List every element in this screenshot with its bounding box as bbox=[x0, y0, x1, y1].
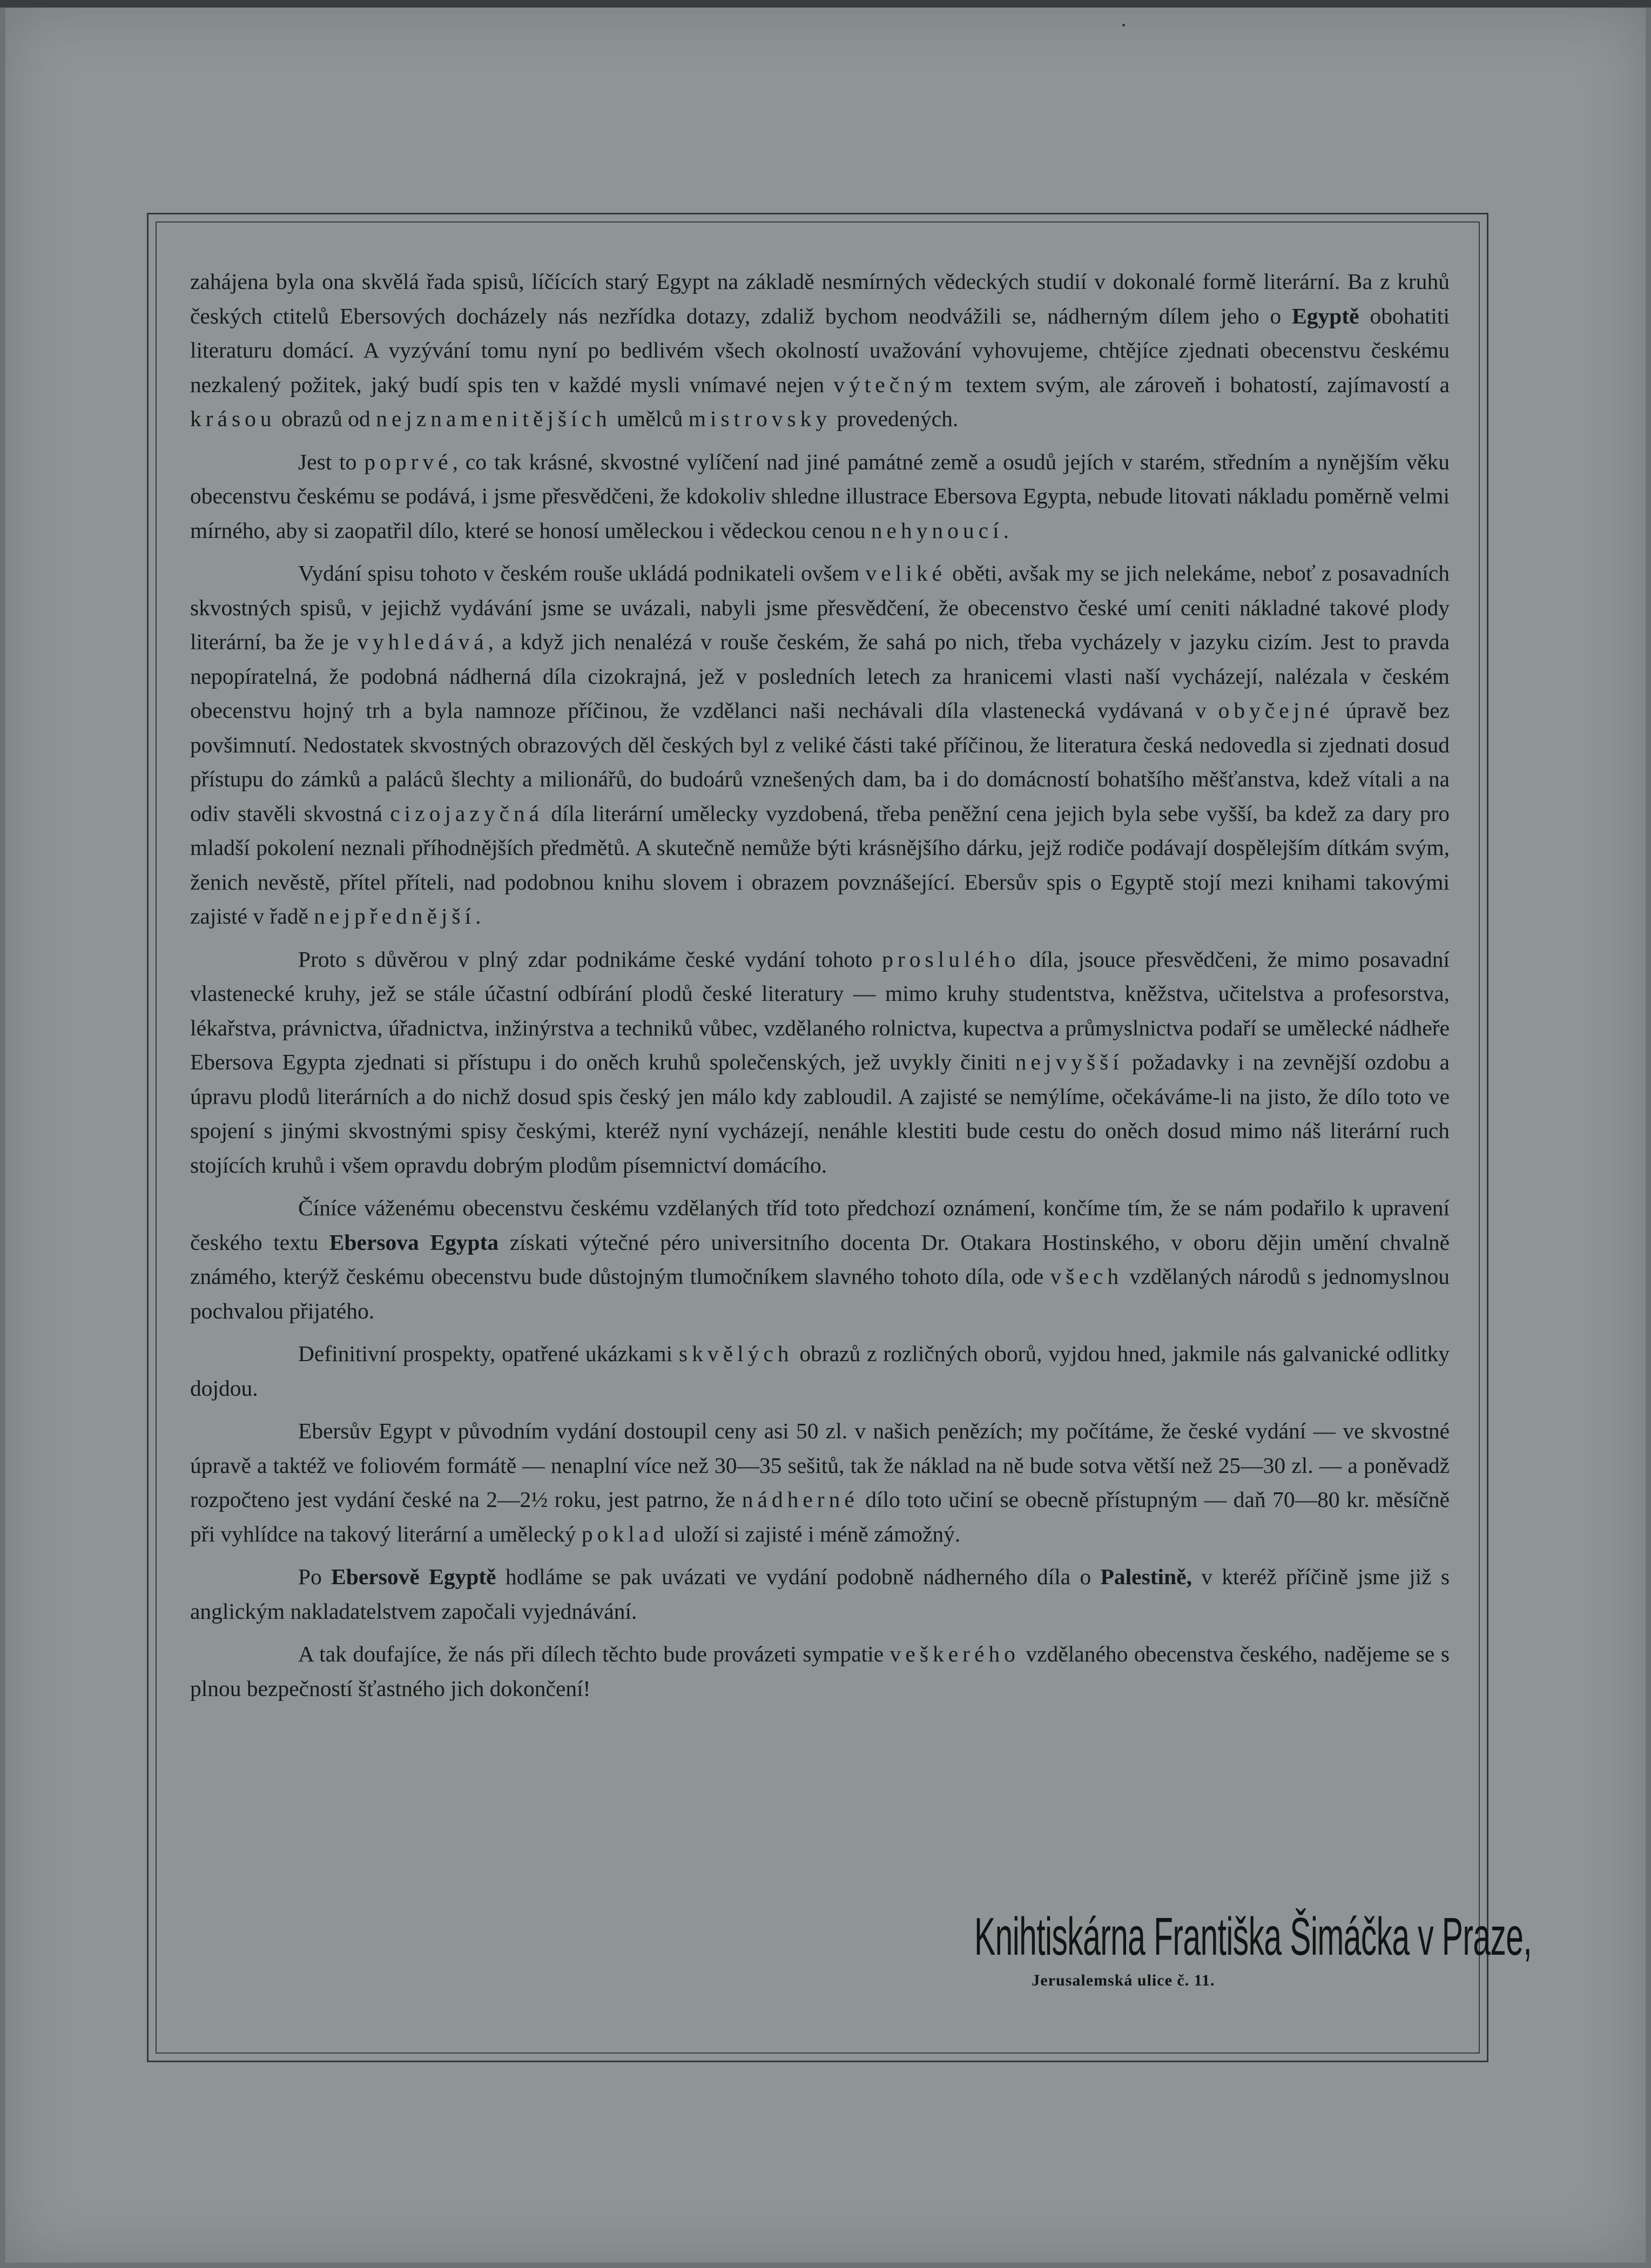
bold-text: Ebersově Egyptě bbox=[331, 1564, 496, 1589]
text-run: Po bbox=[298, 1564, 332, 1589]
paragraph bbox=[190, 1191, 1450, 1328]
text-run: získati výtečné péro universitního docenta Dr. Otakara Hostinského, v oboru dějin umění chvalně známého, kterýž českému obecenstvu bude důstojným tlumočníkem slavného tohoto díla, ode bbox=[190, 1229, 1450, 1289]
text-run: umělců bbox=[611, 406, 689, 431]
text-run: díla literární umělecky vyzdobená, třeba peněžní cena jejich byla sebe vyšší, ba kdež za dary pro mladší pokolení neznali příhodnějších předmětů. A skutečně nemůže býti krásnějšího dárku, jejž rodiče podávají dospělejším dítkám svým, ženich nevěstě, přítel příteli, nad podobnou knihu slovem i obrazem povznášející. Ebersův spis o Egyptě stojí mezi knihami takovými zajisté v řadě bbox=[190, 800, 1450, 928]
text-run: hodláme se pak uvázati ve vydání podobně nádherného díla o bbox=[496, 1564, 1101, 1589]
text-run: Vydání spisu tohoto v českém rouše ukládá podnikateli ovšem bbox=[298, 561, 866, 585]
paragraph bbox=[190, 445, 1450, 548]
text-run: A tak doufajíce, že nás při dílech těchto bude provázeti sympatie bbox=[298, 1641, 890, 1666]
spaced-text: mistrovsky bbox=[688, 406, 832, 431]
text-run: Proto s důvěrou v plný zdar podnikáme české vydání tohoto bbox=[298, 946, 882, 972]
spaced-text: nejznamenitějších bbox=[376, 406, 611, 431]
bold-text: Ebersova Egypta bbox=[329, 1229, 499, 1255]
paragraph bbox=[190, 1637, 1450, 1706]
spaced-text: cizojazyčná bbox=[390, 800, 544, 826]
text-run: vzdělaného obecenstva českého, nadějeme se s plnou bezpečností šťastného jich dokončení! bbox=[190, 1641, 1450, 1701]
spaced-text: obyčejné bbox=[1218, 698, 1334, 723]
text-run: provedených. bbox=[831, 406, 959, 431]
spaced-text: proslulého bbox=[882, 946, 1020, 972]
spaced-text: skvělých bbox=[679, 1341, 793, 1366]
text-run: oběti, avšak my se jich nelekáme, neboť z posavadních skvostných spisů, v jejichž vydávání jsme se uvázali, nabyli jsme přesvědčení, že obecenstvo české umí ceniti nákladné takové plody literární, ba že je bbox=[190, 561, 1450, 654]
text-run: obrazů z rozličných oborů, vyjdou hned, jakmile nás galvanické odlitky dojdou. bbox=[190, 1341, 1450, 1401]
text-run: dílo toto učiní se obecně přístupným — daň 70—80 kr. měsíčně při vyhlídce na takový literární a umělecký bbox=[190, 1487, 1450, 1546]
text-run: vzdělaných národů s jednomyslnou pochvalou přijatého. bbox=[190, 1264, 1450, 1323]
text-run: , a když jich nenalézá v rouše českém, že sahá po nich, třeba vycházely v jazyku cizím. Jest to pravda nepopíratelná, že podobná nádherná díla cizokrajná, jež v posledních letech za hranicemi vlasti naší vycházejí, nalézala v českém obecenstvu hojný trh a byla namnoze příčinou, že vzdělanci naši nechávali díla vlastenecká vydávaná v bbox=[190, 629, 1450, 723]
spaced-text: vyhledává bbox=[357, 629, 488, 654]
text-run: obohatiti literaturu domácí. A vyzývání tomu nyní po bedlivém všech okolností uvažování vyhovujeme, chtějíce zjednati obecenstvu českému nezkalený požitek, jaký budí spis ten v každé mysli vnímavé nejen bbox=[190, 303, 1450, 397]
text-run: požadavky i na zevnější ozdobu a úpravu plodů literárních a do nichž dosud spis český jen málo kdy zabloudil. A zajisté se nemýlíme, očekáváme-li na jisto, že dílo toto ve spojení s jinými skvostnými spisy českými, kteréž nyní vycházejí, nenáhle klestiti bude cestu do oněch dosud mimo náš literární ruch stojících kruhů i všem opravdu dobrým plodům písemnictví domácího. bbox=[190, 1049, 1450, 1177]
text-run: v kteréž příčině jsme již s anglickým nakladatelstvem započali vyjednávání. bbox=[190, 1564, 1450, 1624]
scan-top-edge bbox=[0, 0, 1651, 8]
publisher-name: Knihtiskárna Františka Šimáčka v Praze, bbox=[974, 1907, 1532, 1966]
spaced-text: nejvyšší bbox=[1015, 1049, 1123, 1074]
spaced-text: poprvé bbox=[364, 449, 453, 474]
paragraph bbox=[190, 1414, 1450, 1551]
spaced-text: krásou bbox=[190, 406, 276, 431]
paragraph bbox=[190, 943, 1450, 1183]
text-run: , co tak krásné, skvostné vylíčení nad jiné památné země a osudů jejích v starém, středním a nynějším věku obecenstvu českému se podává, i jsme přesvědčeni, že kdokoliv shledne illustrace Ebersova Egypta, nebude litovati nákladu poměrně velmi mírného, aby si zaopatřil dílo, které se honosí uměleckou i vědeckou cenou bbox=[190, 449, 1450, 543]
publisher-signature bbox=[875, 1907, 1532, 1990]
text-run: . bbox=[1003, 517, 1009, 543]
text-run: obrazů od bbox=[275, 406, 376, 431]
paragraph bbox=[190, 265, 1450, 436]
text-run: Definitivní prospekty, opatřené ukázkami bbox=[298, 1341, 679, 1366]
text-run: textem svým, ale zároveň i bohatostí, zajímavostí a bbox=[956, 372, 1450, 397]
spaced-text: nádherné bbox=[742, 1487, 859, 1512]
publisher-address: Jerusalemská ulice č. 11. bbox=[1032, 1971, 1215, 1989]
text-run: . bbox=[475, 904, 481, 928]
spaced-text: nehynoucí bbox=[871, 517, 1003, 543]
bold-text: Palestině, bbox=[1100, 1564, 1192, 1589]
spaced-text: nejpřednější bbox=[314, 904, 476, 928]
text-run: uloží si zajisté i méně zámožný. bbox=[668, 1521, 961, 1546]
spaced-text: všech bbox=[1050, 1264, 1123, 1289]
bold-text: Egyptě bbox=[1292, 303, 1359, 328]
text-run: Ebersův Egypt v původním vydání dostoupil ceny asi 50 zl. v našich penězích; my počítáme, že české vydání — ve skvostné úpravě a taktéž ve foliovém formátě — nenaplní více než 30—35 sešitů, tak že náklad na ně bude sotva větší než 25—30 zl. — a poněvadž rozpočteno jest vydání české na 2—2½ roku, jest patrno, že bbox=[190, 1418, 1450, 1512]
text-run: díla, jsouce přesvědčeni, že mimo posavadní vlastenecké kruhy, jež se stále účastní odbírání plodů české literatury — mimo kruhy studentstva, kněžstva, učitelstva a profesorstva, lékařstva, právnictva, úřadnictva, inžinýrstva a techniků vůbec, vzdělaného rolnictva, kupectva a průmyslnictva podaří se umělecké nádheře Ebersova Egypta zjednati si přístupu i do oněch kruhů společenských, jež uvykly činiti bbox=[190, 946, 1450, 1074]
text-run: úpravě bez povšimnutí. Nedostatek skvostných obrazových děl českých byl z veliké části také příčinou, že literatura česká nedovedla si zjednati dosud přístupu do zámků a paláců šlechty a milionářů, do budoárů vznešených dam, ba i do domácností bohatšího měšťanstva, kdež vítali a na odiv stavěli skvostná bbox=[190, 698, 1450, 826]
text-run: Jest to bbox=[298, 449, 365, 474]
spaced-text: poklad bbox=[581, 1521, 669, 1546]
paragraph bbox=[190, 1337, 1450, 1405]
spaced-text: veliké bbox=[865, 561, 946, 585]
text-run: Číníce váženému obecenstvu českému vzdělaných tříd toto předchozí oznámení, končíme tím, že se nám podařilo k upravení českého textu bbox=[190, 1195, 1450, 1255]
print-speck bbox=[1122, 24, 1125, 26]
announcement-body bbox=[190, 265, 1450, 1714]
spaced-text: výtečným bbox=[833, 372, 956, 397]
paragraph bbox=[190, 556, 1450, 934]
spaced-text: veškerého bbox=[889, 1641, 1020, 1666]
paragraph bbox=[190, 1560, 1450, 1628]
text-run: zahájena byla ona skvělá řada spisů, líčících starý Egypt na základě nesmírných vědeckých studií v dokonalé formě literární. Ba z kruhů českých ctitelů Ebersových docházely nás nezřídka dotazy, zdaliž bychom neodvážili se, nádherným dílem jeho o bbox=[190, 269, 1450, 328]
